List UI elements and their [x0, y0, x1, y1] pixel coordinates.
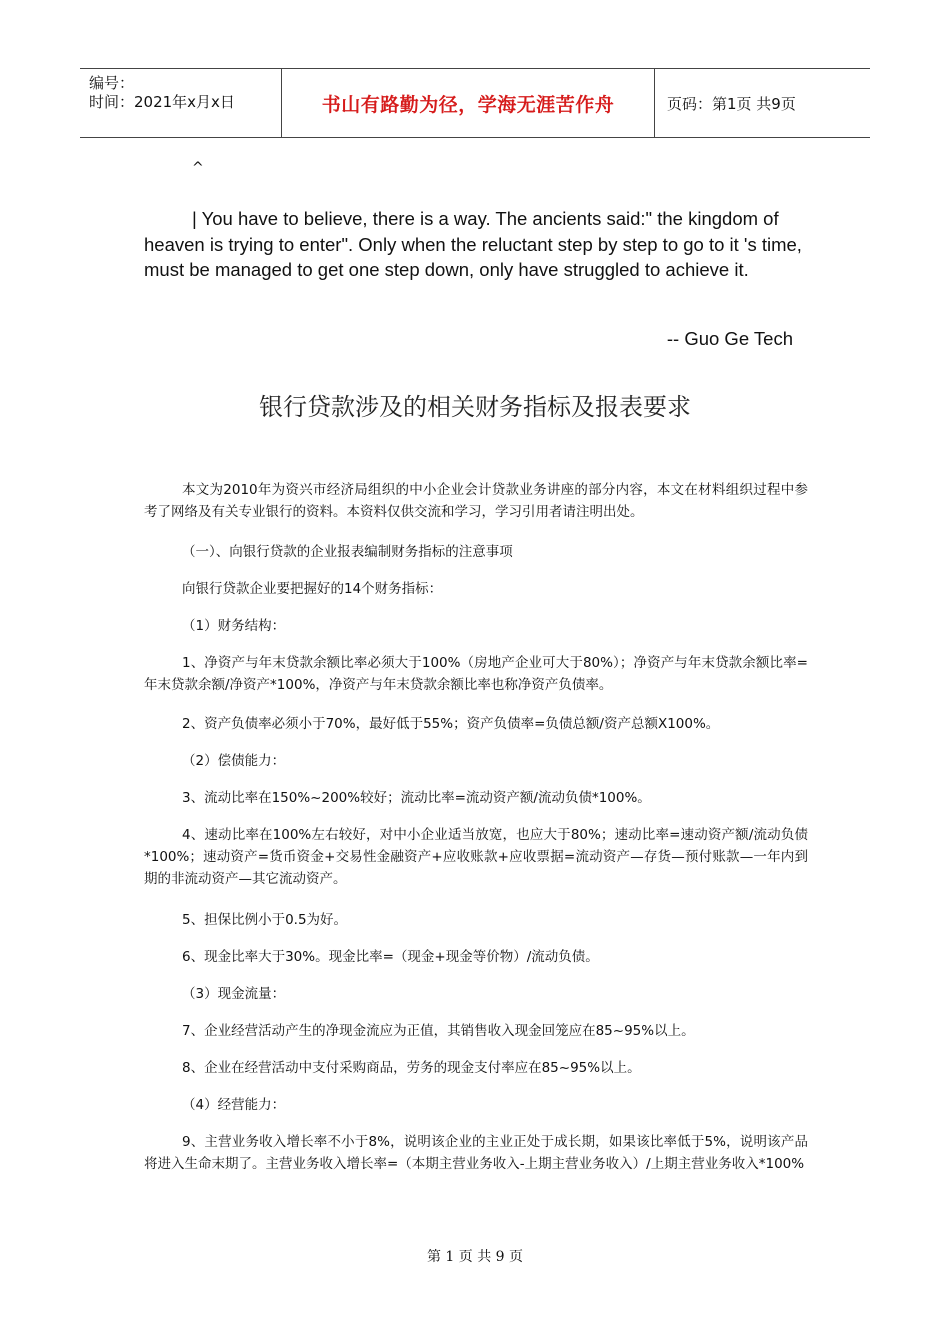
subsection-heading: （4）经营能力：: [182, 1097, 286, 1113]
para-13: [144, 1057, 808, 1079]
list-item: 2、资产负债率必须小于70%，最好低于55%；资产负债率=负债总额/资产总额X100%。: [182, 716, 720, 732]
subsection-heading: （1）财务结构：: [182, 618, 286, 634]
time-label: 时间：2021年x月x日: [89, 93, 235, 111]
para-11: [144, 983, 808, 1005]
list-item: 9、主营业务收入增长率不小于8%，说明该企业的主业正处于成长期，如果该比率低于5%，说明该产品将进入生命末期了。主营业务收入增长率=（本期主营业务收入-上期主营业务收入）/上期主营业务收入*100%: [144, 1134, 808, 1172]
header-motto-cell: [282, 69, 655, 137]
list-item: 7、企业经营活动产生的净现金流应为正值，其销售收入现金回笼应在85~95%以上。: [182, 1023, 695, 1039]
para-6: [144, 750, 808, 772]
para-15: [144, 1131, 808, 1175]
paragraph: 向银行贷款企业要把握好的14个财务指标：: [182, 581, 443, 597]
header-page-cell: [655, 69, 870, 137]
header-meta-cell: [80, 69, 282, 137]
document-title: 银行贷款涉及的相关财务指标及报表要求: [259, 393, 691, 421]
quote-attribution: -- Guo Ge Tech: [666, 328, 793, 349]
list-item: 3、流动比率在150%~200%较好；流动比率=流动资产额/流动负债*100%。: [182, 790, 651, 806]
intro-section: [144, 479, 808, 523]
para-8: [144, 824, 808, 890]
para-12: [144, 1020, 808, 1042]
para-1: [144, 541, 808, 563]
motto-text: 书山有路勤为径，学海无涯苦作舟: [321, 93, 615, 116]
subsection-heading: （2）偿债能力：: [182, 753, 286, 769]
para-4: [144, 652, 808, 696]
para-2: [144, 578, 808, 600]
para-3: [144, 615, 808, 637]
paragraph: 本文为2010年为资兴市经济局组织的中小企业会计贷款业务讲座的部分内容，本文在材料组织过程中参考了网络及有关专业银行的资料。本资料仅供交流和学习，学习引用者请注明出处。: [144, 482, 808, 520]
list-item: 1、净资产与年末贷款余额比率必须大于100%（房地产企业可大于80%）；净资产与年末贷款余额比率=年末贷款余额/净资产*100%，净资产与年末贷款余额比率也称净资产负债率。: [144, 655, 808, 693]
page-footer: 第 1 页 共 9 页: [426, 1249, 524, 1265]
number-label: 编号：: [89, 74, 135, 92]
list-item: 4、速动比率在100%左右较好，对中小企业适当放宽，也应大于80%；速动比率=速动资产额/流动负债*100%；速动资产=货币资金+交易性金融资产+应收账款+应收票据=流动资产—存货—预付账款—一年内到期的非流动资产—其它流动资产。: [144, 827, 808, 887]
quote-text: | You have to believe, there is a way. The ancients said:" the kingdom of heaven is trying to enter". Only when the reluctant step by step to go to it 's time, must be managed to get one step down, only have struggled to achieve it.: [144, 208, 802, 280]
para-10: [144, 946, 808, 968]
list-item: 6、现金比率大于30%。现金比率=（现金+现金等价物）/流动负债。: [182, 949, 599, 965]
para-7: [144, 787, 808, 809]
list-item: 8、企业在经营活动中支付采购商品，劳务的现金支付率应在85~95%以上。: [182, 1060, 641, 1076]
list-item: 5、担保比例小于0.5为好。: [182, 912, 348, 928]
subsection-heading: （3）现金流量：: [182, 986, 286, 1002]
para-14: [144, 1094, 808, 1116]
para-9: [144, 909, 808, 931]
section-heading: （一）、向银行贷款的企业报表编制财务指标的注意事项: [182, 544, 513, 560]
page-info: 页码：第1页 共9页: [667, 94, 796, 113]
header-table: [80, 68, 870, 138]
para-5: [144, 713, 808, 735]
caret-mark: ^: [192, 160, 204, 176]
